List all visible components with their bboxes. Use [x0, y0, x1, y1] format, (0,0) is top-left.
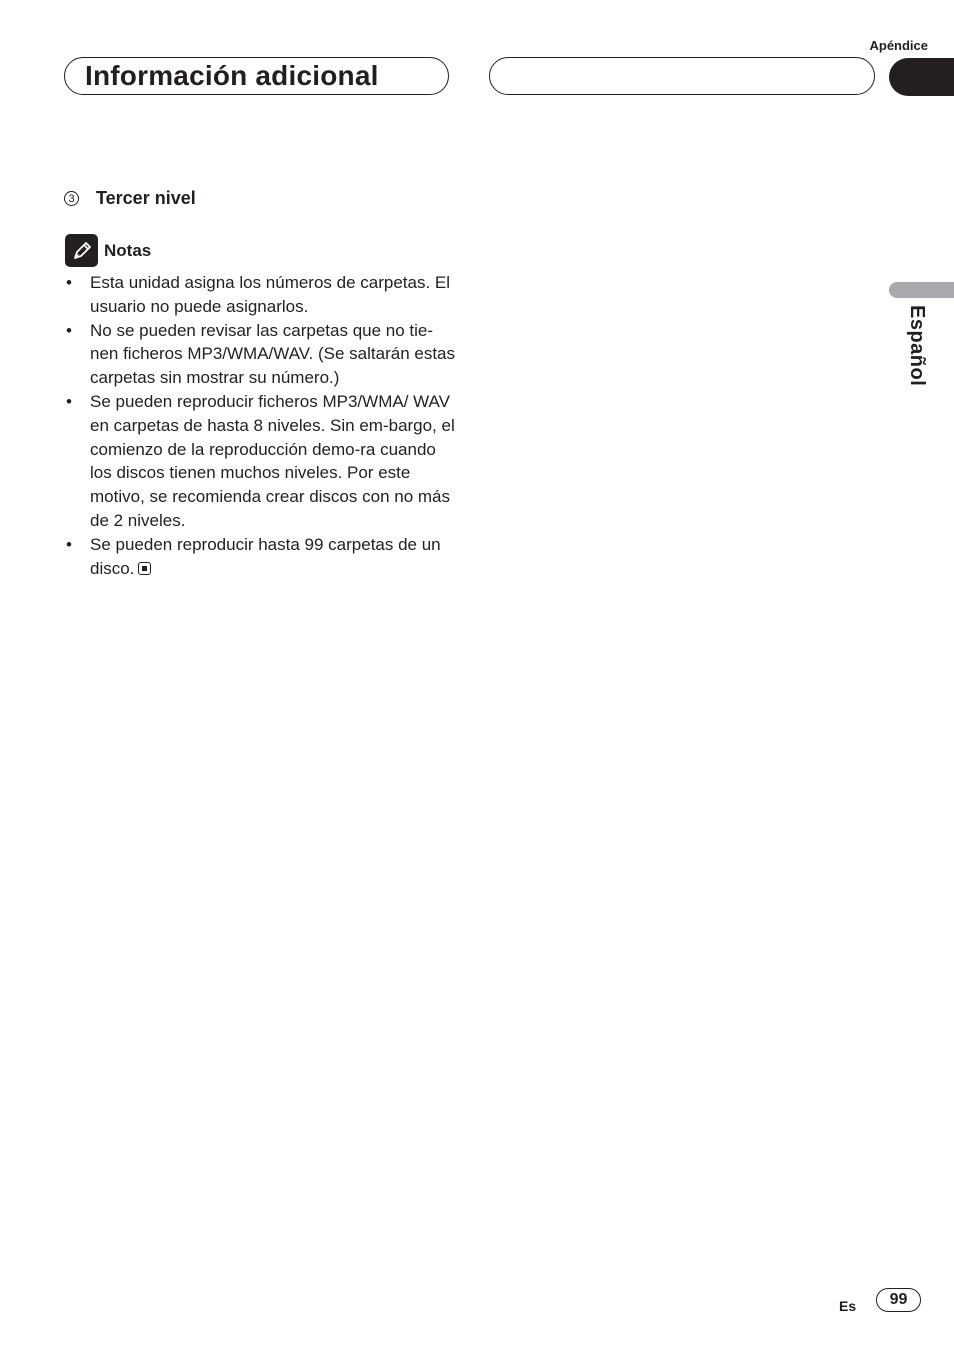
note-text: Se pueden reproducir ficheros MP3/WMA/ WAV en carpetas de hasta 8 niveles. Sin em-bargo, el comienzo de la reproducción demo-ra cuando los discos tienen muchos niveles. Por este motivo, se recomienda crear discos con no más de 2 niveles. [90, 391, 455, 530]
bullet: • [66, 273, 72, 292]
section-tab [889, 58, 954, 96]
page-number: 99 [876, 1288, 921, 1312]
note-text: Se pueden reproducir hasta 99 carpetas de un disco. [90, 534, 441, 578]
bullet: • [66, 320, 72, 340]
footer-language-code: Es [839, 1298, 857, 1314]
list-item [64, 319, 459, 390]
bullet: • [66, 391, 72, 411]
list-item [64, 390, 459, 533]
step-label: Tercer nivel [96, 188, 196, 208]
list-item [64, 533, 459, 581]
step-heading [64, 188, 196, 209]
section-label: Apéndice [869, 38, 928, 53]
notes-header [65, 234, 151, 267]
notes-title: Notas [104, 240, 152, 260]
page-title-box [64, 57, 449, 95]
pencil-icon [65, 234, 98, 267]
language-tab-marker [889, 282, 954, 298]
bullet: • [66, 534, 72, 554]
page-title: Información adicional [85, 60, 379, 91]
note-text: Esta unidad asigna los números de carpetas. El usuario no puede asignarlos. [90, 273, 451, 316]
header-empty-box [489, 57, 875, 95]
note-text: No se pueden revisar las carpetas que no tie-nen ficheros MP3/WMA/WAV. (Se saltarán estas carpetas sin mostrar su número.) [90, 320, 456, 388]
list-item [64, 271, 459, 319]
step-number: 3 [64, 191, 79, 206]
end-square-icon [138, 562, 151, 575]
notes-list [64, 271, 459, 580]
language-tab-label: Español [906, 305, 928, 387]
